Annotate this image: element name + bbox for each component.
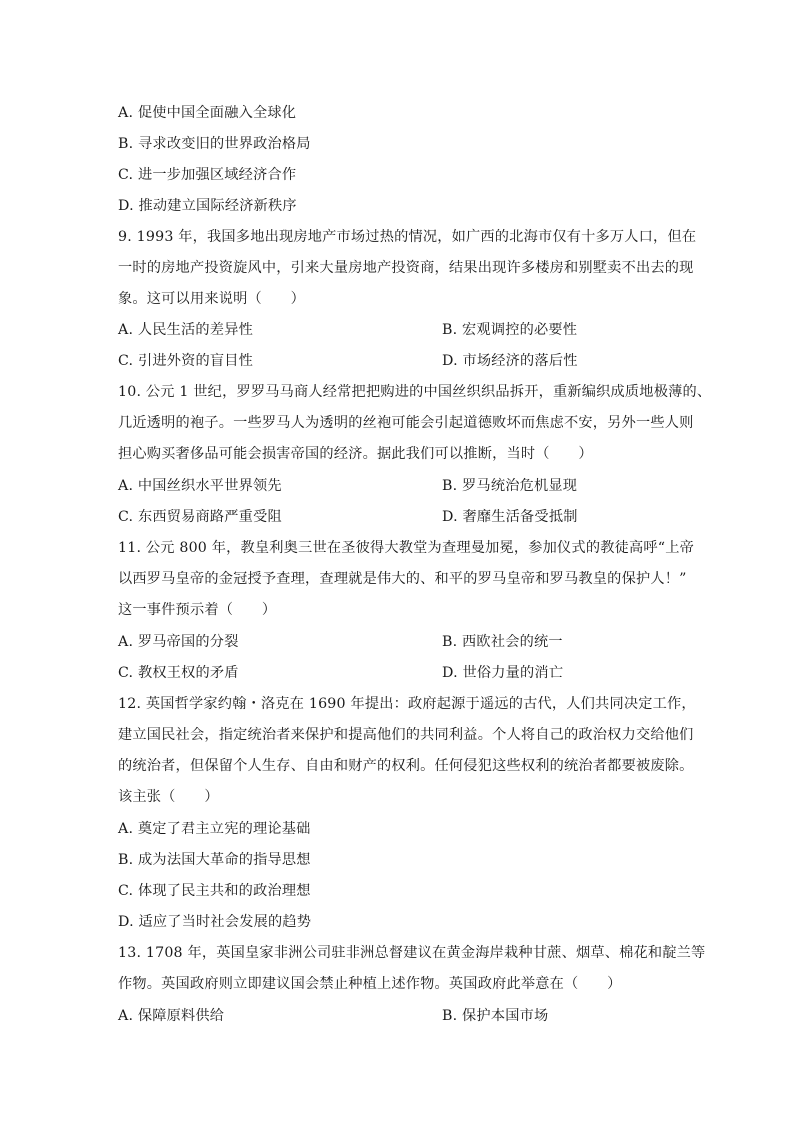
q12-option-b: B. 成为法国大革命的指导思想 — [118, 852, 311, 868]
q10-option-a: A. 中国丝织水平世界领先 — [118, 478, 282, 494]
q12-option-d: D. 适应了当时社会发展的趋势 — [118, 914, 312, 930]
q9-stem-line1: 9. 1993 年，我国多地出现房地产市场过热的情况，如广西的北海市仅有十多万人口，但在 — [118, 229, 697, 245]
q8-option-c: C. 进一步加强区域经济合作 — [118, 167, 297, 183]
q10-option-c: C. 东西贸易商路严重受阻 — [118, 509, 282, 525]
q9-option-d: D. 市场经济的落后性 — [442, 353, 578, 369]
q9-option-c: C. 引进外资的盲目性 — [118, 353, 254, 369]
q11-option-d: D. 世俗力量的消亡 — [442, 665, 564, 681]
q8-option-b: B. 寻求改变旧的世界政治格局 — [118, 136, 311, 152]
q10-stem-line3: 担心购买奢侈品可能会损害帝国的经济。据此我们可以推断，当时（ ） — [118, 446, 593, 462]
q12-stem-line1: 12. 英国哲学家约翰・洛克在 1690 年提出：政府起源于遥远的古代，人们共同决定工作， — [118, 696, 696, 712]
q10-option-b: B. 罗马统治危机显现 — [442, 478, 578, 494]
q9-option-b: B. 宏观调控的必要性 — [442, 322, 578, 338]
q11-option-c: C. 教权王权的矛盾 — [118, 665, 239, 681]
q12-stem-line4: 该主张（ ） — [118, 789, 219, 805]
q9-option-a: A. 人民生活的差异性 — [118, 322, 253, 338]
q8-option-d: D. 推动建立国际经济新秩序 — [118, 198, 297, 214]
q12-option-a: A. 奠定了君主立宪的理论基础 — [118, 821, 311, 837]
q11-stem-line2: 以西罗马皇帝的金冠授予查理，查理就是伟大的、和平的罗马皇帝和罗马教皇的保护人！” — [118, 571, 687, 587]
q13-stem-line2: 作物。英国政府则立即建议国会禁止种植上述作物。英国政府此举意在（ ） — [118, 976, 622, 992]
q12-stem-line3: 的统治者，但保留个人生存、自由和财产的权利。任何侵犯这些权利的统治者都要被废除。 — [118, 758, 694, 774]
q9-stem-line2: 一时的房地产投资旋风中，引来大量房地产投资商，结果出现许多楼房和别墅卖不出去的现 — [118, 260, 694, 276]
q11-stem-line3: 这一事件预示着（ ） — [118, 602, 277, 618]
q9-stem-line3: 象。这可以用来说明（ ） — [118, 291, 306, 307]
q11-option-b: B. 西欧社会的统一 — [442, 634, 563, 650]
q10-stem-line1: 10. 公元 1 世纪，罗罗马马商人经常把把购进的中国丝织织品拆开，重新编织成质地极薄的、 — [118, 384, 712, 400]
q11-option-a: A. 罗马帝国的分裂 — [118, 634, 239, 650]
q13-option-a: A. 保障原料供给 — [118, 1008, 225, 1024]
q11-stem-line1: 11. 公元 800 年，教皇利奥三世在圣彼得大教堂为查理曼加冕，参加仪式的教徒高呼“上帝 — [118, 540, 694, 556]
q12-stem-line2: 建立国民社会，指定统治者来保护和提高他们的共同利益。个人将自己的政治权力交给他们 — [118, 727, 694, 743]
q13-stem-line1: 13. 1708 年，英国皇家非洲公司驻非洲总督建议在黄金海岸栽种甘蔗、烟草、棉花和靛兰等 — [118, 945, 706, 961]
q10-option-d: D. 奢靡生活备受抵制 — [442, 509, 578, 525]
q13-option-b: B. 保护本国市场 — [442, 1008, 549, 1024]
q10-stem-line2: 几近透明的袍子。一些罗马人为透明的丝袍可能会引起道德败坏而焦虑不安，另外一些人则 — [118, 415, 694, 431]
q8-option-a: A. 促使中国全面融入全球化 — [118, 105, 297, 121]
q12-option-c: C. 体现了民主共和的政治理想 — [118, 883, 311, 899]
